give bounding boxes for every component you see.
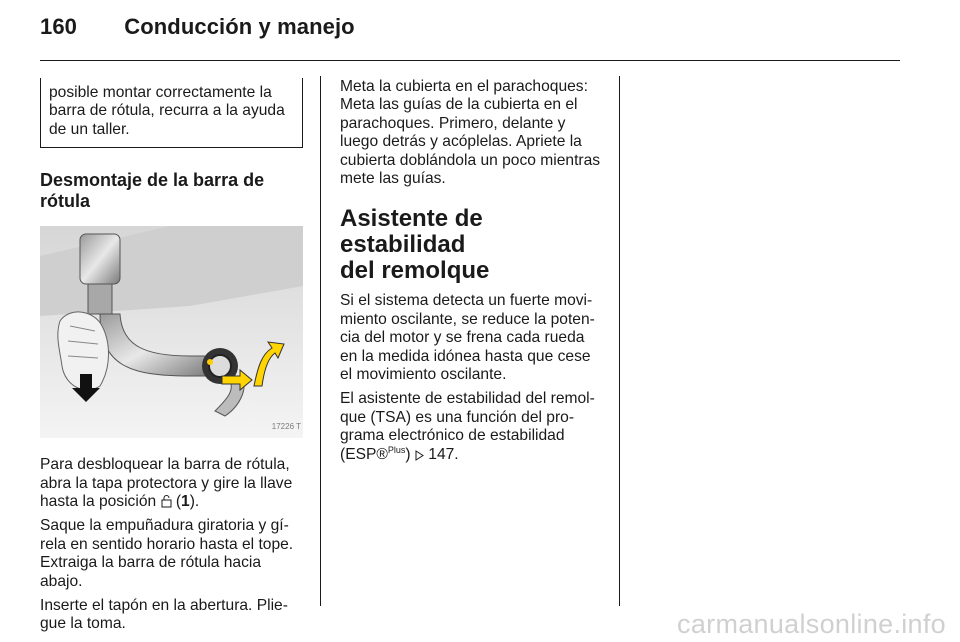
section-heading-removal: Desmontaje de la barra de rótula bbox=[40, 170, 265, 212]
note-box bbox=[40, 78, 303, 148]
paragraph-unlock: Para desbloquear la barra de rótula, abra la tapa protectora y gire la llave hasta la posición (1). bbox=[40, 456, 293, 511]
watermark: carmanualsonline.info bbox=[677, 609, 946, 639]
lock-position-icon bbox=[161, 494, 172, 508]
figure-code: 17226 T bbox=[271, 421, 301, 431]
column-divider-2 bbox=[619, 76, 620, 606]
column-1 bbox=[40, 78, 303, 640]
note-line: posible montar correctamente la bbox=[49, 84, 272, 101]
section-heading-tsa: Asistente de estabilidad del remolque bbox=[340, 205, 490, 285]
reference-triangle-icon bbox=[415, 450, 424, 461]
header-rule bbox=[40, 60, 900, 61]
page-number: 160 bbox=[40, 14, 78, 39]
note-line: barra de rótula, recurra a la ayuda bbox=[49, 102, 285, 120]
paragraph-cover: Meta la cubierta en el parachoques: Meta las guías de la cubierta en el parachoques. Primero, delante y luego detrás y acóplelas. Apriete la cubierta doblándola un poco mientras mete las guías. bbox=[340, 78, 601, 188]
paragraph-remove: Saque la empuñadura giratoria y gí- rela en sentido horario hasta el tope. Extraiga la barra de rótula hacia abajo. bbox=[40, 517, 294, 590]
paragraph-tsa-esp: El asistente de estabilidad del remol- que (TSA) es una función del pro- grama electrónico de estabilidad (ESP®$^{Plus}$) 147. bbox=[340, 390, 595, 463]
paragraph-tsa-description: Si el sistema detecta un fuerte movi- miento oscilante, se reduce la poten- cia del motor y se frena cada rueda en la medida idónea hasta que cese el movimiento oscilante. bbox=[340, 292, 595, 384]
page-header bbox=[40, 14, 900, 40]
column-2 bbox=[340, 78, 605, 470]
paragraph-insert-cap: Inserte el tapón en la abertura. Plie- gue la toma. bbox=[40, 597, 288, 633]
section-title: Conducción y manejo bbox=[124, 14, 355, 39]
column-divider-1 bbox=[320, 76, 321, 606]
note-line: de un taller. bbox=[49, 120, 130, 138]
towbar-illustration bbox=[40, 226, 303, 438]
